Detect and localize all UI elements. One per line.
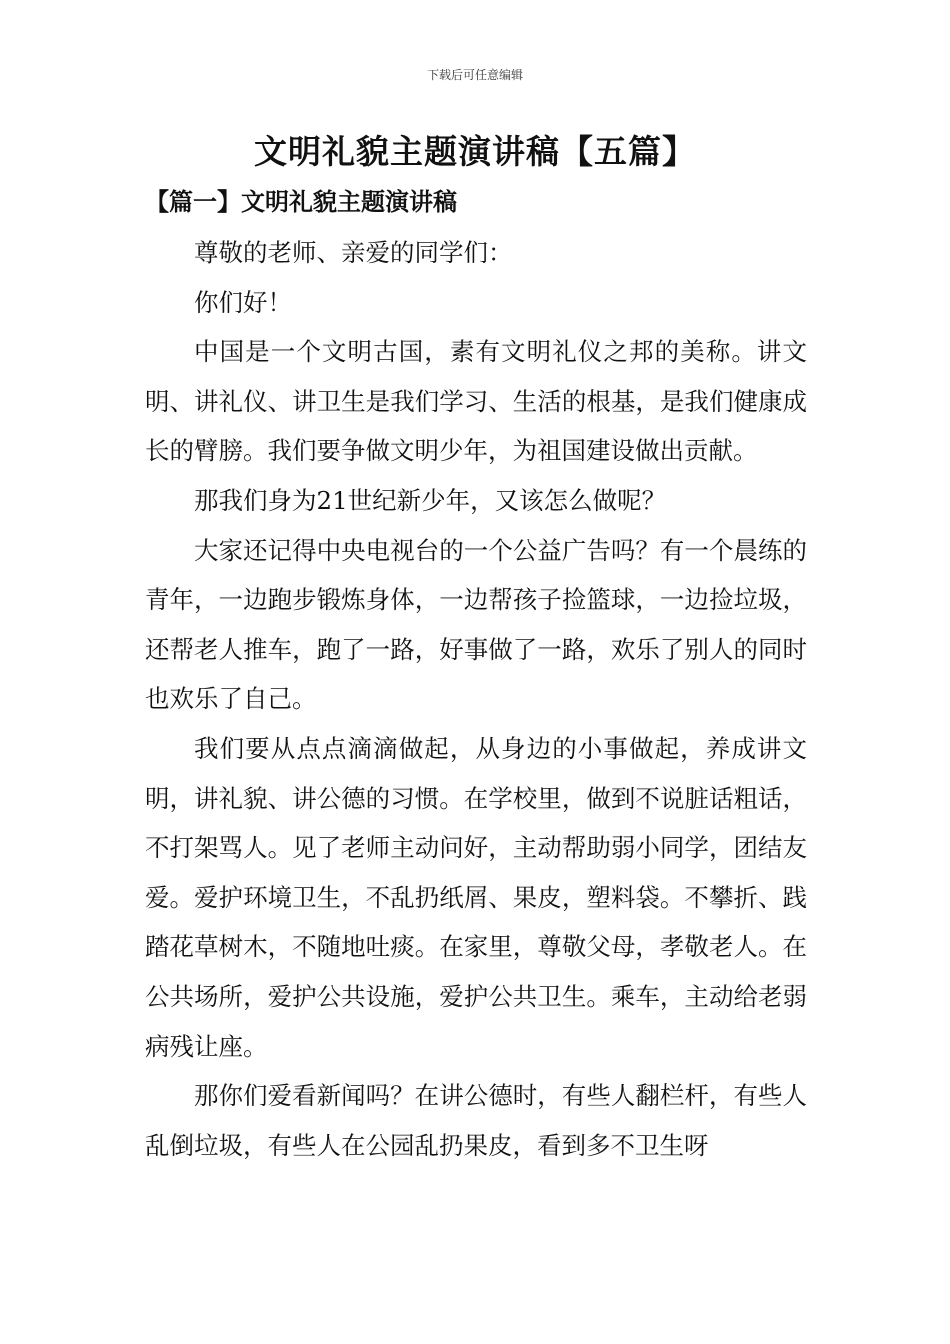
salutation-paragraph: 尊敬的老师、亲爱的同学们： [194, 238, 513, 267]
body-text [145, 228, 807, 1170]
body-paragraph: 大家还记得中央电视台的一个公益广告吗？有一个晨练的青年，一边跑步锻炼身体，一边帮孩子捡篮球，一边捡垃圾，还帮老人推车，跑了一路，好事做了一路，欢乐了别人的同时也欢乐了自己。 [145, 535, 807, 714]
body-paragraph: 那我们身为21世纪新少年，又该怎么做呢？ [194, 485, 667, 515]
greeting-paragraph: 你们好！ [194, 287, 292, 317]
body-paragraph: 那你们爱看新闻吗？在讲公德时，有些人翻栏杆，有些人乱倒垃圾，有些人在公园乱扔果皮，看到多不卫生呀 [145, 1081, 807, 1160]
section-heading: 【篇一】文明礼貌主题演讲稿 [145, 187, 457, 216]
body-paragraph: 我们要从点点滴滴做起，从身边的小事做起，养成讲文明，讲礼貌、讲公德的习惯。在学校里，做到不说脏话粗话，不打架骂人。见了老师主动问好，主动帮助弱小同学，团结友爱。爱护环境卫生，不乱扔纸屑、果皮，塑料袋。不攀折、践踏花草树木，不随地吐痰。在家里，尊敬父母，孝敬老人。在公共场所，爱护公共设施，爱护公共卫生。乘车，主动给老弱病残让座。 [145, 733, 807, 1061]
body-paragraph: 中国是一个文明古国，素有文明礼仪之邦的美称。讲文明、讲礼仪、讲卫生是我们学习、生活的根基，是我们健康成长的臂膀。我们要争做文明少年，为祖国建设做出贡献。 [145, 337, 807, 466]
header-note: 下载后可任意编辑 [426, 68, 523, 82]
document-title: 文明礼貌主题演讲稿【五篇】 [254, 132, 696, 171]
